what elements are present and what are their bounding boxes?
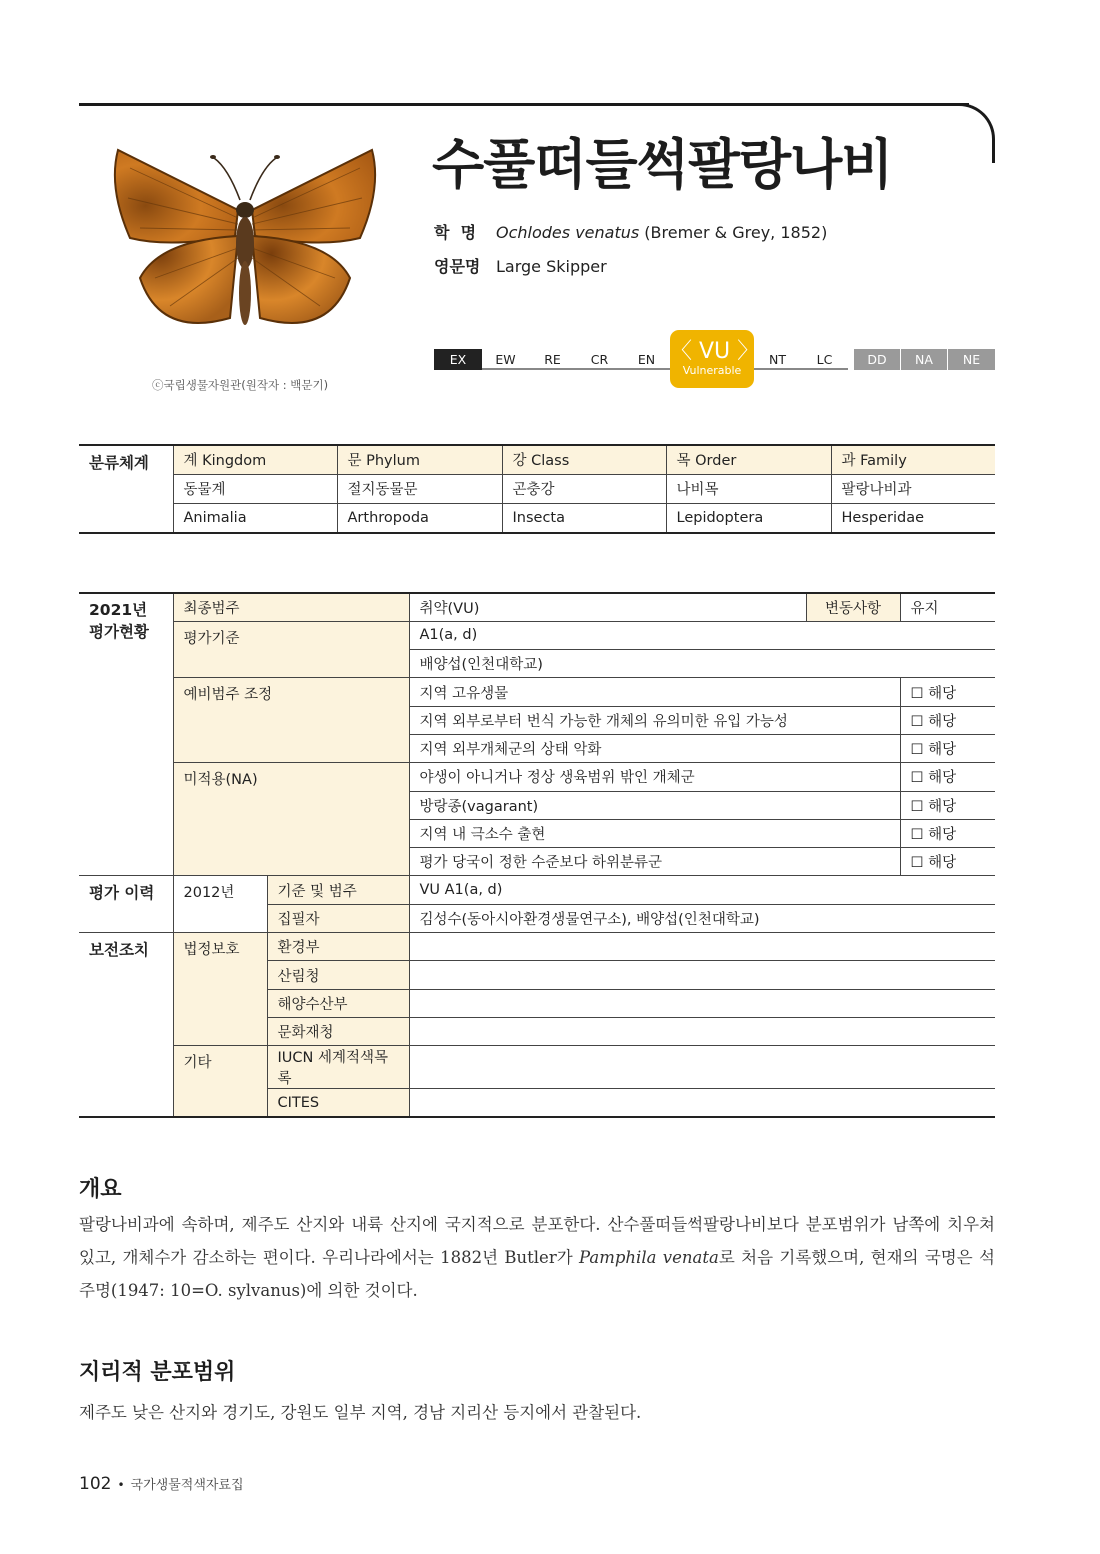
na-label: 미적용(NA) xyxy=(173,763,409,876)
criteria-value: A1(a, d) xyxy=(409,621,995,649)
na-item: 방랑종(vagarant) xyxy=(409,791,900,819)
change-label: 변동사항 xyxy=(806,593,900,621)
scientific-name-row xyxy=(434,220,827,243)
evaluation-table xyxy=(79,592,995,1118)
taxonomy-col-family: 과 Family xyxy=(831,445,995,474)
taxonomy-table xyxy=(79,444,995,534)
legal-value xyxy=(409,933,995,961)
legal-item: 해양수산부 xyxy=(267,989,409,1017)
summary-italic-name: Pamphila venata xyxy=(579,1248,719,1267)
final-category-label: 최종범주 xyxy=(173,593,409,621)
status-cr: CR xyxy=(576,349,623,370)
history-criteria-value: VU A1(a, d) xyxy=(409,876,995,904)
page-number: 102 xyxy=(79,1474,112,1494)
taxonomy-col-order: 목 Order xyxy=(666,445,831,474)
taxonomy-cell: Lepidoptera xyxy=(666,504,831,533)
regional-checkbox: ☐ 해당 xyxy=(900,734,995,762)
status-current-badge xyxy=(670,330,760,388)
distribution-heading: 지리적 분포범위 xyxy=(79,1360,236,1385)
history-year: 2012년 xyxy=(173,876,267,933)
taxonomy-cell: Animalia xyxy=(183,509,247,526)
page-footer xyxy=(79,1474,244,1494)
taxonomy-cell: 절지동물문 xyxy=(337,474,502,503)
other-item: CITES xyxy=(267,1089,409,1117)
regional-item: 지역 외부로부터 번식 가능한 개체의 유의미한 유입 가능성 xyxy=(409,706,900,734)
final-category-value: 취약(VU) xyxy=(409,593,806,621)
criteria-label: 평가기준 xyxy=(173,621,409,678)
status-ew: EW xyxy=(482,349,529,370)
taxonomy-cell: 동물계 xyxy=(173,474,337,503)
na-item: 평가 당국이 정한 수준보다 하위분류군 xyxy=(409,848,900,876)
status-nt: NT xyxy=(754,349,801,370)
legal-item: 환경부 xyxy=(267,933,409,961)
taxonomy-cell: Hesperidae xyxy=(831,504,995,533)
regional-checkbox: ☐ 해당 xyxy=(900,706,995,734)
status-en: EN xyxy=(623,349,670,370)
taxonomy-cell: 곤충강 xyxy=(502,474,666,503)
legal-value xyxy=(409,1017,995,1045)
scientific-author: (Bremer & Grey, 1852) xyxy=(639,223,828,242)
na-item: 지역 내 극소수 출현 xyxy=(409,819,900,847)
status-re: RE xyxy=(529,349,576,370)
summary-heading: 개요 xyxy=(79,1177,122,1202)
na-checkbox: ☐ 해당 xyxy=(900,848,995,876)
photo-credit: ⓒ국립생물자원관(원작자 : 백문기) xyxy=(152,378,329,392)
status-current-label: Vulnerable xyxy=(682,364,742,377)
taxonomy-col-class: 강 Class xyxy=(502,445,666,474)
english-name-label: 영문명 xyxy=(434,257,481,276)
status-ne: NE xyxy=(948,349,995,370)
conservation-label: 보전조치 xyxy=(79,933,173,1117)
summary-text-2: 로 처음 기록했으며, 현재의 국명은 석주명(1947: 10=O. sylvanus)에 의한 것이다. xyxy=(79,1248,995,1300)
regional-item: 지역 고유생물 xyxy=(409,678,900,706)
taxonomy-label: 분류체계 xyxy=(79,445,173,533)
history-criteria-label: 기준 및 범주 xyxy=(267,876,409,904)
taxonomy-col-kingdom: 계 Kingdom xyxy=(173,445,337,474)
legal-item: 문화재청 xyxy=(267,1017,409,1045)
history-label: 평가 이력 xyxy=(79,876,173,933)
distribution-paragraph: 제주도 낮은 산지와 경기도, 강원도 일부 지역, 경남 지리산 등지에서 관찰된다. xyxy=(79,1403,642,1422)
taxonomy-cell: Insecta xyxy=(502,504,666,533)
na-checkbox: ☐ 해당 xyxy=(900,791,995,819)
other-value xyxy=(409,1046,995,1089)
taxonomy-cell: 팔랑나비과 xyxy=(831,474,995,503)
regional-item: 지역 외부개체군의 상태 악화 xyxy=(409,734,900,762)
page-title: 수풀떠들썩팔랑나비 xyxy=(432,133,893,196)
header-rule xyxy=(79,103,969,106)
summary-text-1: 팔랑나비과에 속하며, 제주도 산지와 내륙 산지에 국지적으로 분포한다. 산수풀떠들썩팔랑나비보다 분포범위가 남쪽에 치우쳐 있고, 개체수가 감소하는 편이다. 우리나라에서는 1882년 Butler가 xyxy=(79,1215,995,1267)
scientific-name: Ochlodes venatus xyxy=(496,223,640,242)
header-rule-corner xyxy=(945,103,995,163)
history-writer-label: 집필자 xyxy=(267,904,409,932)
legal-item: 산림청 xyxy=(267,961,409,989)
regional-adjust-label: 예비범주 조정 xyxy=(173,678,409,763)
footer-separator: • xyxy=(117,1478,125,1492)
taxonomy-col-phylum: 문 Phylum xyxy=(337,445,502,474)
other-value xyxy=(409,1089,995,1117)
english-name-row xyxy=(434,254,607,277)
other-label: 기타 xyxy=(173,1046,267,1117)
status-lc: LC xyxy=(801,349,848,370)
change-value: 유지 xyxy=(900,593,995,621)
legal-protection-label: 법정보호 xyxy=(173,933,267,1046)
evaluation-label: 2021년 평가현황 xyxy=(79,593,173,876)
history-writer-value: 김성수(동아시아환경생물연구소), 배양섭(인천대학교) xyxy=(409,904,995,932)
summary-paragraph xyxy=(79,1208,995,1307)
na-checkbox: ☐ 해당 xyxy=(900,763,995,791)
regional-checkbox: ☐ 해당 xyxy=(900,678,995,706)
status-na: NA xyxy=(901,349,947,370)
other-item: IUCN 세계적색목록 xyxy=(267,1046,409,1089)
butterfly-photo xyxy=(100,128,390,358)
na-item: 야생이 아니거나 정상 생육범위 밖인 개체군 xyxy=(409,763,900,791)
assessor-value: 배양섭(인천대학교) xyxy=(409,650,995,678)
taxonomy-cell: 나비목 xyxy=(666,474,831,503)
publication-name: 국가생물적색자료집 xyxy=(130,1478,244,1493)
english-name: Large Skipper xyxy=(496,257,607,276)
na-checkbox: ☐ 해당 xyxy=(900,819,995,847)
status-current: 〈 VU 〉 xyxy=(670,339,760,364)
taxonomy-cell: Arthropoda xyxy=(337,504,502,533)
status-ex: EX xyxy=(434,349,482,370)
legal-value xyxy=(409,989,995,1017)
scientific-name-label: 학 명 xyxy=(434,223,477,242)
legal-value xyxy=(409,961,995,989)
status-dd: DD xyxy=(854,349,900,370)
